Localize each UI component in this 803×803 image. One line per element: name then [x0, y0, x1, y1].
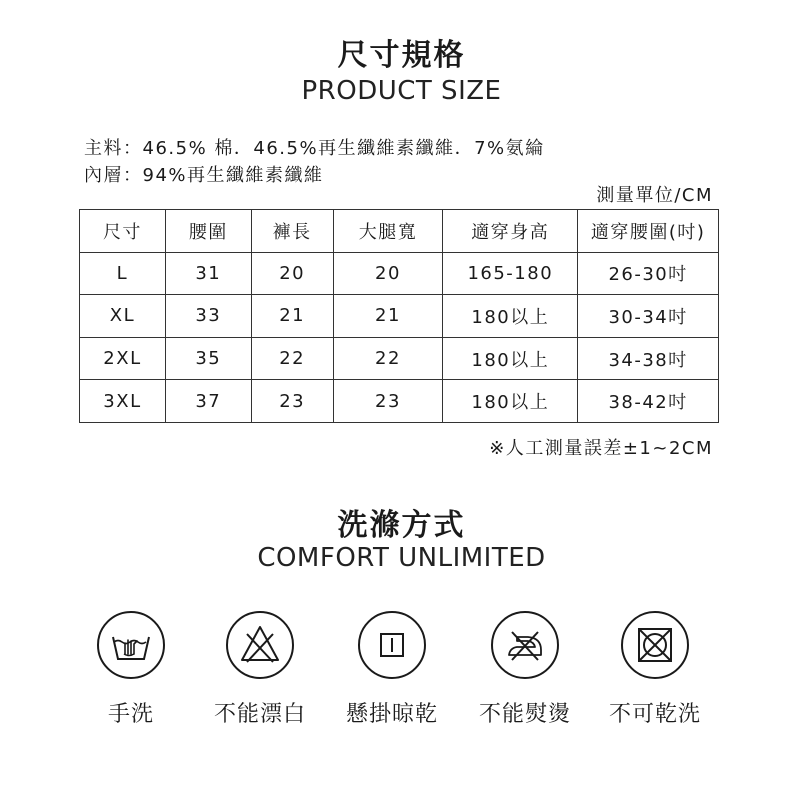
cell-thigh: 21 — [333, 295, 443, 338]
size-table — [79, 209, 719, 423]
cell-height: 180以上 — [443, 380, 578, 423]
table-row — [80, 252, 719, 295]
care-item — [332, 610, 452, 728]
header-height: 適穿身高 — [443, 210, 578, 253]
no-bleach-icon — [225, 610, 295, 680]
hand-wash-icon — [96, 610, 166, 680]
table-header-row — [80, 210, 719, 253]
unit-label: 測量單位/CM — [596, 185, 713, 206]
measurement-note: ※人工測量誤差±1~2CM — [489, 438, 713, 459]
cell-size: L — [80, 252, 166, 295]
cell-waist: 31 — [165, 252, 251, 295]
care-label: 不能漂白 — [213, 702, 306, 727]
cell-height: 180以上 — [443, 295, 578, 338]
cell-length: 21 — [251, 295, 333, 338]
care-title-en: COMFORT UNLIMITED — [257, 543, 546, 573]
no-dry-clean-icon — [620, 610, 690, 680]
cell-height: 165-180 — [443, 252, 578, 295]
cell-fit-waist: 34-38吋 — [578, 337, 719, 380]
cell-fit-waist: 30-34吋 — [578, 295, 719, 338]
no-iron-icon — [490, 610, 560, 680]
cell-length: 23 — [251, 380, 333, 423]
size-title-en: PRODUCT SIZE — [301, 76, 502, 106]
cell-size: 3XL — [80, 380, 166, 423]
care-title-cn: 洗滌方式 — [337, 508, 466, 543]
cell-height: 180以上 — [443, 337, 578, 380]
care-item — [200, 610, 320, 728]
cell-size: XL — [80, 295, 166, 338]
care-label: 懸掛晾乾 — [345, 702, 438, 727]
cell-thigh: 22 — [333, 337, 443, 380]
header-length: 褲長 — [251, 210, 333, 253]
material-main: 主料：46.5% 棉．46.5%再生纖維素纖維．7%氨綸 — [84, 138, 545, 159]
cell-waist: 33 — [165, 295, 251, 338]
care-label: 不能熨燙 — [478, 702, 571, 727]
size-title-cn: 尺寸規格 — [337, 38, 466, 73]
header-waist: 腰圍 — [165, 210, 251, 253]
care-item — [71, 610, 191, 728]
cell-fit-waist: 26-30吋 — [578, 252, 719, 295]
hang-dry-icon — [357, 610, 427, 680]
table-row — [80, 380, 719, 423]
table-row — [80, 295, 719, 338]
care-item — [595, 610, 715, 728]
cell-thigh: 23 — [333, 380, 443, 423]
header-fit-waist: 適穿腰圍(吋) — [578, 210, 719, 253]
cell-waist: 37 — [165, 380, 251, 423]
cell-size: 2XL — [80, 337, 166, 380]
cell-length: 20 — [251, 252, 333, 295]
care-label: 手洗 — [107, 702, 154, 727]
care-item — [465, 610, 585, 728]
material-lining: 內層：94%再生纖維素纖維 — [84, 165, 324, 186]
table-row — [80, 337, 719, 380]
cell-waist: 35 — [165, 337, 251, 380]
cell-fit-waist: 38-42吋 — [578, 380, 719, 423]
cell-thigh: 20 — [333, 252, 443, 295]
header-thigh: 大腿寬 — [333, 210, 443, 253]
header-size: 尺寸 — [80, 210, 166, 253]
cell-length: 22 — [251, 337, 333, 380]
care-label: 不可乾洗 — [608, 702, 701, 727]
